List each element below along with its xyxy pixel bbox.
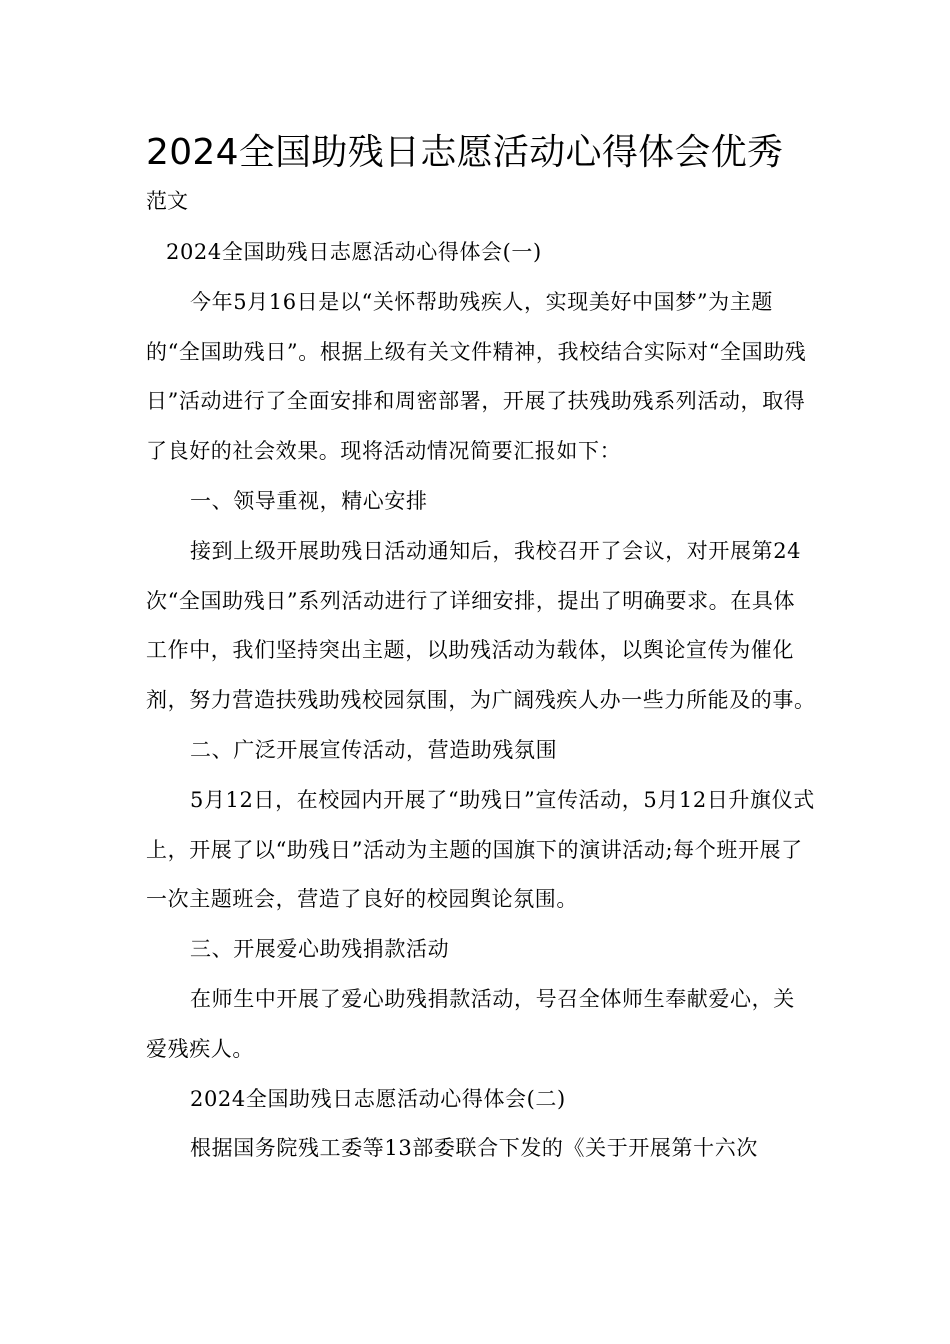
body-paragraph: 在师生中开展了爱心助残捐款活动，号召全体师生奉献爱心，关爱残疾人。: [146, 986, 795, 1061]
section-heading-1: 2024全国助残日志愿活动心得体会(一): [166, 240, 542, 264]
body-paragraph: 5月12日，在校园内开展了“助残日”宣传活动，5月12日升旗仪式上，开展了以“助残日”活动为主题的国旗下的演讲活动;每个班开展了一次主题班会，营造了良好的校园舆论氛围。: [146, 787, 815, 912]
document-title-continuation: 范文: [146, 189, 188, 213]
section-heading-2: 2024全国助残日志愿活动心得体会(二): [190, 1086, 566, 1111]
body-paragraph: 今年5月16日是以“关怀帮助残疾人，实现美好中国梦”为主题的“全国助残日”。根据上级有关文件精神，我校结合实际对“全国助残日”活动进行了全面安排和周密部署，开展了扶残助残系列活动，取得了良好的社会效果。现将活动情况简要汇报如下：: [146, 289, 807, 464]
body-paragraph: 接到上级开展助残日活动通知后，我校召开了会议，对开展第24次“全国助残日”系列活动进行了详细安排，提出了明确要求。在具体工作中，我们坚持突出主题，以助残活动为载体，以舆论宣传为催化剂，努力营造扶残助残校园氛围，为广阔残疾人办一些力所能及的事。: [146, 538, 816, 713]
document-body: [146, 228, 816, 1174]
subsection-heading: 一、领导重视，精心安排: [190, 488, 428, 513]
subsection-heading: 三、开展爱心助残捐款活动: [190, 937, 450, 962]
subsection-heading: 二、广泛开展宣传活动，营造助残氛围: [190, 737, 558, 762]
body-paragraph: 根据国务院残工委等13部委联合下发的《关于开展第十六次: [190, 1136, 758, 1161]
document-title: 2024全国助残日志愿活动心得体会优秀: [146, 132, 784, 173]
